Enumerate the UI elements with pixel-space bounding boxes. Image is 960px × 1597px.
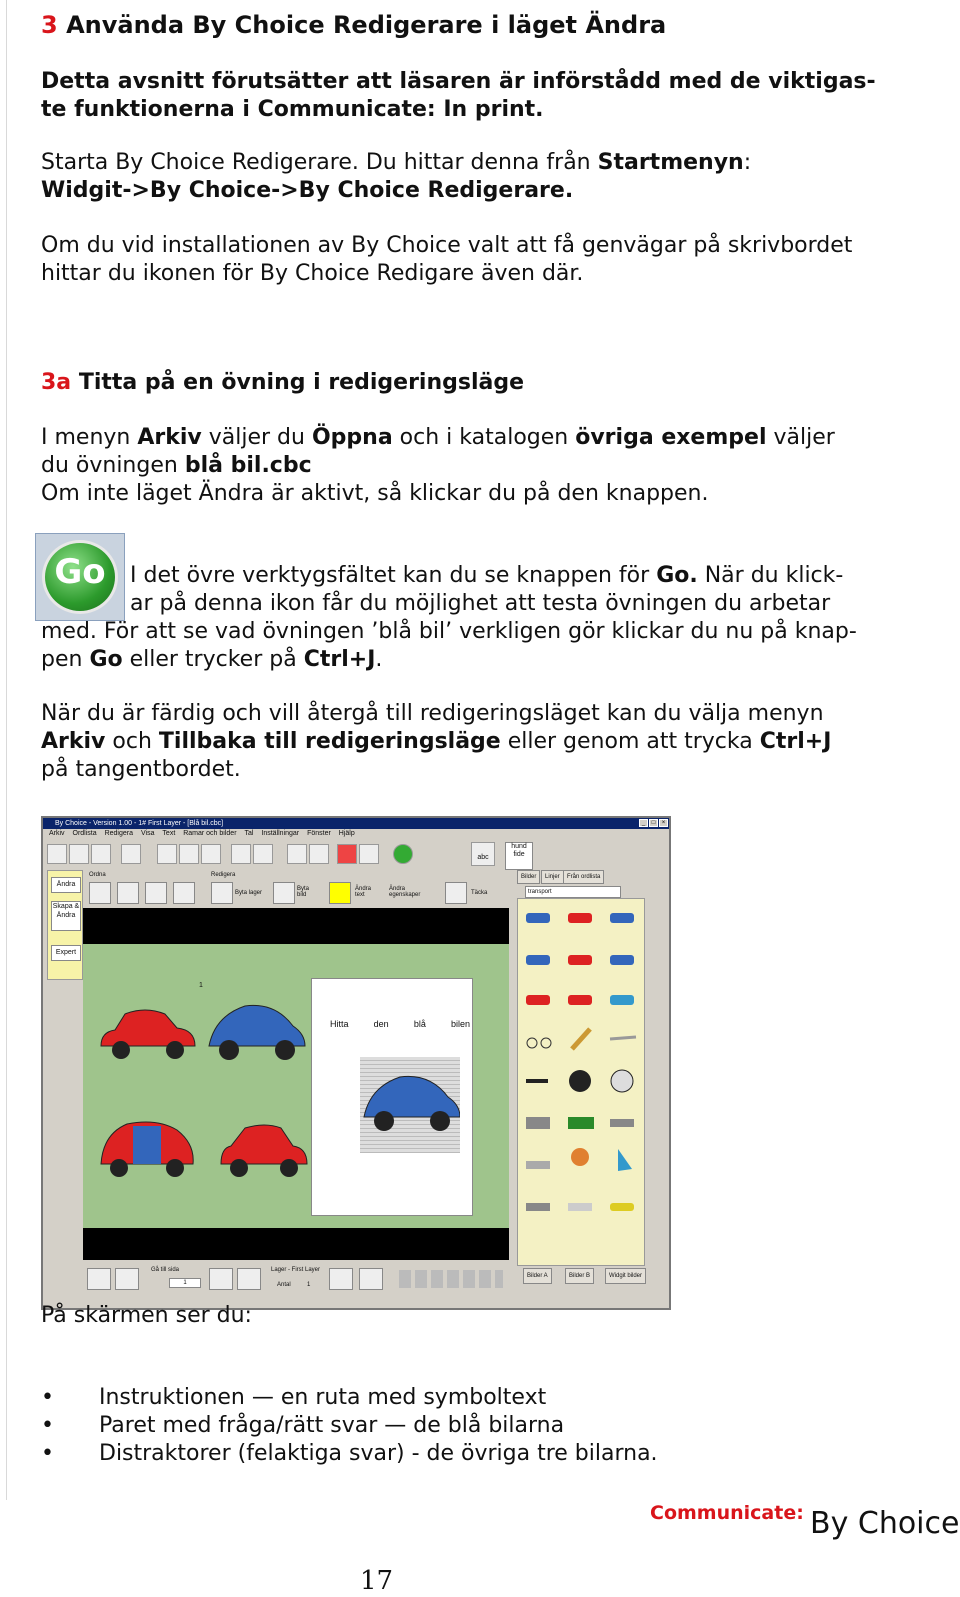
install-line: Om du vid installationen av By Choice valt att få genvägar på skrivbordet xyxy=(41,233,853,258)
transport-images xyxy=(518,899,644,1265)
startmenu-term: Startmenyn xyxy=(597,150,744,175)
menu-term: Tillbaka till redigeringsläge xyxy=(158,729,501,754)
answer-frame xyxy=(360,1057,460,1153)
text: . xyxy=(375,647,383,672)
text: I det övre verktygsfältet kan du se knappen för xyxy=(130,563,657,588)
palette-icon xyxy=(359,844,379,864)
summary-list xyxy=(41,1384,658,1468)
byta-lager-label: Byta lager xyxy=(235,890,263,896)
page-margin-line xyxy=(6,0,7,1500)
byta-bild-label: Byta bild xyxy=(297,886,310,898)
menu-bar xyxy=(43,829,669,839)
mode-andra-button: Ändra xyxy=(51,877,81,893)
instruction-word: bilen xyxy=(450,1019,470,1029)
mode-panel xyxy=(47,870,83,980)
text: pen xyxy=(41,647,90,672)
page-toolbar xyxy=(83,1264,509,1294)
category-value: transport xyxy=(528,889,552,895)
footer-brand-communicate: Communicate: xyxy=(650,1502,804,1524)
menu-term: Arkiv xyxy=(41,729,106,754)
list-item: • Instruktionen — en ruta med symboltext xyxy=(41,1384,658,1412)
go-term: Go. xyxy=(656,563,698,588)
group-redigera-label: Redigera xyxy=(211,872,236,878)
start-paragraph xyxy=(41,149,931,205)
image-grid xyxy=(517,898,645,1266)
shortcut-term: Ctrl+J xyxy=(303,647,376,672)
prev-page-icon xyxy=(115,1268,139,1290)
footer-brand-bychoice: By Choice xyxy=(810,1506,960,1541)
text: När du klick- xyxy=(697,563,844,588)
fide-label: fide xyxy=(513,851,525,858)
count-label: Antal xyxy=(277,1282,291,1288)
andra-text-label: Ändra text xyxy=(355,886,372,898)
install-line: hittar du ikonen för By Choice Redigare även där. xyxy=(41,261,584,286)
tool-icon xyxy=(287,844,307,864)
blue-car-answer-image xyxy=(360,1071,460,1137)
menu-hjalp: Hjälp xyxy=(338,830,355,837)
layer-arrows-icon xyxy=(211,882,233,904)
print-icon xyxy=(121,844,141,864)
arrange-icon xyxy=(89,882,111,904)
abc-icon xyxy=(471,842,495,866)
text: ar på denna ikon får du möjlighet att testa övningen du arbetar xyxy=(130,591,831,616)
list-item: • Paret med fråga/rätt svar — de blå bilarna xyxy=(41,1412,658,1440)
instruction-box xyxy=(311,978,473,1216)
instruction-word: blå xyxy=(413,1019,426,1029)
undo-icon xyxy=(231,844,251,864)
red-car-image xyxy=(215,1118,311,1182)
layer-icon xyxy=(329,1268,353,1290)
last-page-icon xyxy=(237,1268,261,1290)
image-panel xyxy=(513,870,657,1290)
group-ordna-label: Ordna xyxy=(89,872,106,878)
top-black-strip xyxy=(83,908,509,944)
new-icon xyxy=(47,844,67,864)
window-titlebar xyxy=(43,818,669,829)
hund-label: hund xyxy=(511,843,527,850)
goto-page-label: Gå till sida xyxy=(151,1267,180,1273)
shortcut-term: Ctrl+J xyxy=(759,729,832,754)
andra-egenskaper-label: Ändra egenskaper xyxy=(389,886,421,898)
file-term: blå bil.cbc xyxy=(184,453,312,478)
intro-line: te funktionerna i Communicate: In print. xyxy=(41,97,544,122)
tricolor-car-image xyxy=(97,1116,197,1182)
go-icon-label: Go xyxy=(54,552,106,592)
intro-line: Detta avsnitt förutsätter att läsaren är införstådd med de viktigas- xyxy=(41,69,876,94)
intro-paragraph xyxy=(41,68,931,124)
section-3-heading xyxy=(41,10,931,40)
text: du övningen xyxy=(41,453,185,478)
text: och xyxy=(105,729,159,754)
tacka-label: Täcka xyxy=(471,890,488,896)
widgit-bilder-button: Widgit bilder xyxy=(605,1268,646,1284)
go-icon xyxy=(35,533,125,621)
menu-ramar: Ramar och bilder xyxy=(183,830,237,837)
save-icon xyxy=(91,844,111,864)
arrange-icon xyxy=(145,882,167,904)
red-car-image xyxy=(95,1004,199,1064)
text: med. För att se vad övningen ’blå bil’ verkligen gör klickar du nu på knap- xyxy=(41,619,857,644)
open-icon xyxy=(69,844,89,864)
section-number: 3a xyxy=(41,370,72,395)
window-title: By Choice - Version 1.00 - 1# First Layer - [Blå bil.cbc] xyxy=(55,820,224,827)
menu-text: Text xyxy=(162,830,176,837)
list-item: • Distraktorer (felaktiga svar) - de övriga tre bilarna. xyxy=(41,1440,658,1468)
hund-fide-box xyxy=(505,842,533,870)
text: väljer xyxy=(766,425,835,450)
mode-skapa-button: Skapa & Ändra xyxy=(51,901,81,931)
page-number-field: 1 xyxy=(169,1278,201,1288)
tab-bilder: Bilder xyxy=(517,870,540,884)
colon: : xyxy=(743,150,752,175)
bilder-a-button: Bilder A xyxy=(523,1268,552,1284)
go-toolbar-icon xyxy=(393,844,413,864)
main-toolbar xyxy=(47,840,567,868)
page-number: 17 xyxy=(360,1566,394,1596)
maximize-icon: □ xyxy=(649,819,658,827)
swap-image-icon xyxy=(273,882,295,904)
menu-ordlista: Ordlista xyxy=(72,830,97,837)
go-paragraph-bottom xyxy=(41,618,931,674)
minimize-icon: _ xyxy=(639,819,648,827)
bilder-b-button: Bilder B xyxy=(565,1268,594,1284)
first-page-icon xyxy=(87,1268,111,1290)
section-3a-heading xyxy=(41,369,931,397)
menu-tal: Tal xyxy=(244,830,254,837)
tab-fran-ordlista: Från ordlista xyxy=(563,870,604,884)
layer-delete-icon xyxy=(359,1268,383,1290)
abc-label: abc xyxy=(477,854,489,861)
instruction-word: den xyxy=(373,1019,389,1029)
start-text: Starta By Choice Redigerare. Du hittar denna från xyxy=(41,150,598,175)
app-screenshot xyxy=(41,816,671,1310)
section-title: Titta på en övning i redigeringsläge xyxy=(78,370,525,395)
page-marker: 1 xyxy=(199,982,203,989)
color-icon xyxy=(337,844,357,864)
text: väljer du xyxy=(201,425,312,450)
count-value: 1 xyxy=(307,1282,311,1288)
go-paragraph-top xyxy=(130,562,930,618)
text: eller genom att trycka xyxy=(500,729,760,754)
text: eller trycker på xyxy=(122,647,304,672)
tool-icon xyxy=(309,844,329,864)
section-number: 3 xyxy=(41,11,58,39)
blue-car-image xyxy=(205,1000,309,1066)
close-icon: × xyxy=(659,819,668,827)
menu-installningar: Inställningar xyxy=(261,830,300,837)
edit-toolbar xyxy=(83,870,509,906)
start-path: Widgit->By Choice->By Choice Redigerare. xyxy=(41,178,574,203)
tab-linjer: Linjer xyxy=(541,870,564,884)
copy-icon xyxy=(179,844,199,864)
arrange-icon xyxy=(173,882,195,904)
text-icon xyxy=(329,882,351,904)
install-paragraph xyxy=(41,232,931,288)
go-term: Go xyxy=(89,647,123,672)
cover-icon xyxy=(445,882,467,904)
text: på tangentbordet. xyxy=(41,757,241,782)
layer-label: Lager - First Layer xyxy=(271,1267,321,1273)
return-paragraph xyxy=(41,700,931,784)
menu-term: Arkiv xyxy=(137,425,202,450)
text: Om inte läget Ändra är aktivt, så klickar du på den knappen. xyxy=(41,481,709,506)
mode-expert-button: Expert xyxy=(51,945,81,961)
next-page-icon xyxy=(209,1268,233,1290)
folder-term: övriga exempel xyxy=(575,425,767,450)
menu-visa: Visa xyxy=(140,830,155,837)
text: När du är färdig och vill återgå till redigeringsläget kan du välja menyn xyxy=(41,701,824,726)
menu-fonster: Fönster xyxy=(307,830,331,837)
menu-term: Öppna xyxy=(311,425,393,450)
instruction-word: Hitta xyxy=(330,1019,349,1029)
category-select xyxy=(525,886,621,898)
bottom-black-strip xyxy=(83,1228,509,1260)
open-exercise-paragraph xyxy=(41,424,931,508)
zoom-buttons xyxy=(399,1270,503,1288)
cut-icon xyxy=(157,844,177,864)
paste-icon xyxy=(201,844,221,864)
summary-intro: På skärmen ser du: xyxy=(41,1303,252,1328)
section-title: Använda By Choice Redigerare i läget Ändra xyxy=(66,11,667,39)
menu-arkiv: Arkiv xyxy=(49,830,65,837)
redo-icon xyxy=(253,844,273,864)
text: I menyn xyxy=(41,425,138,450)
arrange-icon xyxy=(117,882,139,904)
menu-redigera: Redigera xyxy=(104,830,134,837)
text: och i katalogen xyxy=(392,425,576,450)
